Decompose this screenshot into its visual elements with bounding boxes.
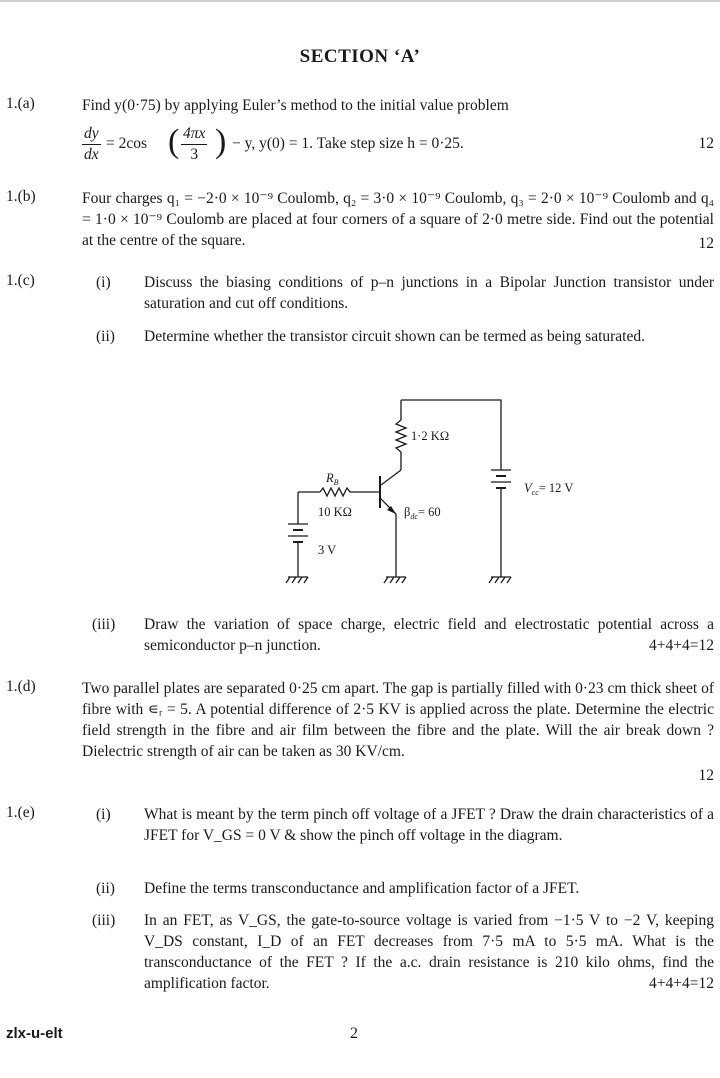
question-1a-equation (82, 122, 714, 170)
part-iii-label: (iii) (92, 616, 116, 633)
question-1a-marks: 12 (698, 135, 714, 152)
question-1d-body (82, 678, 714, 786)
question-number-1e: 1.(e) (6, 804, 35, 821)
part-iii-label: (iii) (92, 912, 116, 929)
question-1a-line1: Find y(0·75) by applying Euler’s method to the initial value problem (82, 97, 509, 114)
ground-symbol-left (286, 577, 308, 583)
ground-symbol-center (384, 577, 406, 583)
question-1c-part-i (82, 272, 714, 314)
footer-code: zlx-u-elt (6, 1025, 63, 1042)
question-1b-text: Four charges q₁ = −2·0 × 10⁻⁹ Coulomb, q₂ = 3·0 × 10⁻⁹ Coulomb, q₃ = 2·0 × 10⁻⁹ Coulomb and q₄ = 1·0 × 10⁻⁹ Coulomb are placed at four corners of a square of 2·0 metre side. Find out the potential at the centre of the square. (82, 190, 714, 249)
eq-2cos: = 2cos (106, 135, 148, 152)
question-1e-part-ii (82, 878, 714, 899)
top-rule (0, 0, 720, 2)
ground-symbol-right (489, 577, 511, 583)
rb-value: 10 KΩ (318, 505, 352, 519)
question-number-1b: 1.(b) (6, 188, 36, 205)
rb-resistor (320, 488, 353, 496)
3-denominator: 3 (190, 146, 199, 163)
left-paren: ( (168, 123, 180, 160)
question-1e-part-iii (82, 910, 714, 994)
part-i-label: (i) (96, 274, 111, 291)
4pix-numerator: 4πx (181, 124, 207, 145)
question-1d-text: Two parallel plates are separated 0·25 cm apart. The gap is partially filled with 0·23 cm thick sheet of fibre with ∊ᵣ = 5. A potential difference of 2·5 KV is applied across the plate. Determine the electric field strength in the fibre and air film between the fibre and the plate. Will the air break down ? Dielectric strength of air can be taken as 30 KV/cm. (82, 680, 714, 760)
question-1b-body (82, 188, 714, 254)
question-number-1a: 1.(a) (6, 95, 35, 112)
vcc-label: $V_{cc}= 12$ V (524, 481, 574, 497)
part-ii-text: Determine whether the transistor circuit shown can be termed as being saturated. (144, 328, 645, 345)
part-ii-label: (ii) (96, 880, 115, 897)
eq-rest: − y, y(0) = 1. Take step size h = 0·25. (232, 135, 464, 152)
part-iii-text: In an FET, as V_GS, the gate-to-source voltage is varied from −1·5 V to −2 V, keeping V_DS constant, I_D of an FET decreases from 7·5 mA to 5·5 mA. What is the transconductance of the FET ? If the a.c. drain resistance is 210 kilo ohms, find the amplification factor. (144, 912, 714, 992)
question-1c-part-ii (82, 326, 714, 347)
question-1c-marks: 4+4+4=12 (649, 637, 714, 654)
part-ii-text: Define the terms transconductance and amplification factor of a JFET. (144, 880, 580, 897)
part-i-label: (i) (96, 806, 111, 823)
question-1e-part-i (82, 804, 714, 846)
part-ii-label: (ii) (96, 328, 115, 345)
collector-lead (381, 470, 401, 485)
question-number-1d: 1.(d) (6, 678, 36, 695)
part-iii-body (144, 910, 714, 994)
part-i-text: Discuss the biasing conditions of p–n junctions in a Bipolar Junction transistor under saturation and cut off conditions. (144, 274, 714, 312)
rb-name: $R_B$ (326, 471, 339, 487)
question-1b-marks: 12 (698, 235, 714, 252)
question-1e-marks: 4+4+4=12 (649, 975, 714, 992)
question-1c-part-iii (82, 614, 714, 656)
question-number-1c: 1.(c) (6, 272, 35, 289)
question-1d-marks: 12 (698, 767, 714, 784)
dx-denominator: dx (84, 146, 99, 163)
rc-resistor (396, 420, 406, 452)
part-iii-body (144, 614, 714, 656)
4pix-over-3-fraction (181, 124, 207, 165)
section-title: SECTION ‘A’ (299, 46, 421, 67)
part-i-text: What is meant by the term pinch off voltage of a JFET ? Draw the drain characteristics of a JFET for V_GS = 0 V & show the pinch off voltage in the diagram. (144, 806, 714, 844)
vbb-label: 3 V (318, 543, 337, 557)
rc-label: 1·2 KΩ (411, 429, 450, 443)
beta-label: $\beta_{dc}= 60$ (404, 505, 441, 521)
dy-numerator: dy (82, 124, 101, 145)
right-paren: ) (215, 123, 227, 160)
transistor-circuit-diagram (270, 390, 574, 590)
part-iii-text: Draw the variation of space charge, electric field and electrostatic potential across a semiconductor p–n junction. (144, 616, 714, 654)
page-number: 2 (350, 1025, 358, 1042)
dy-dx-fraction (82, 124, 101, 165)
